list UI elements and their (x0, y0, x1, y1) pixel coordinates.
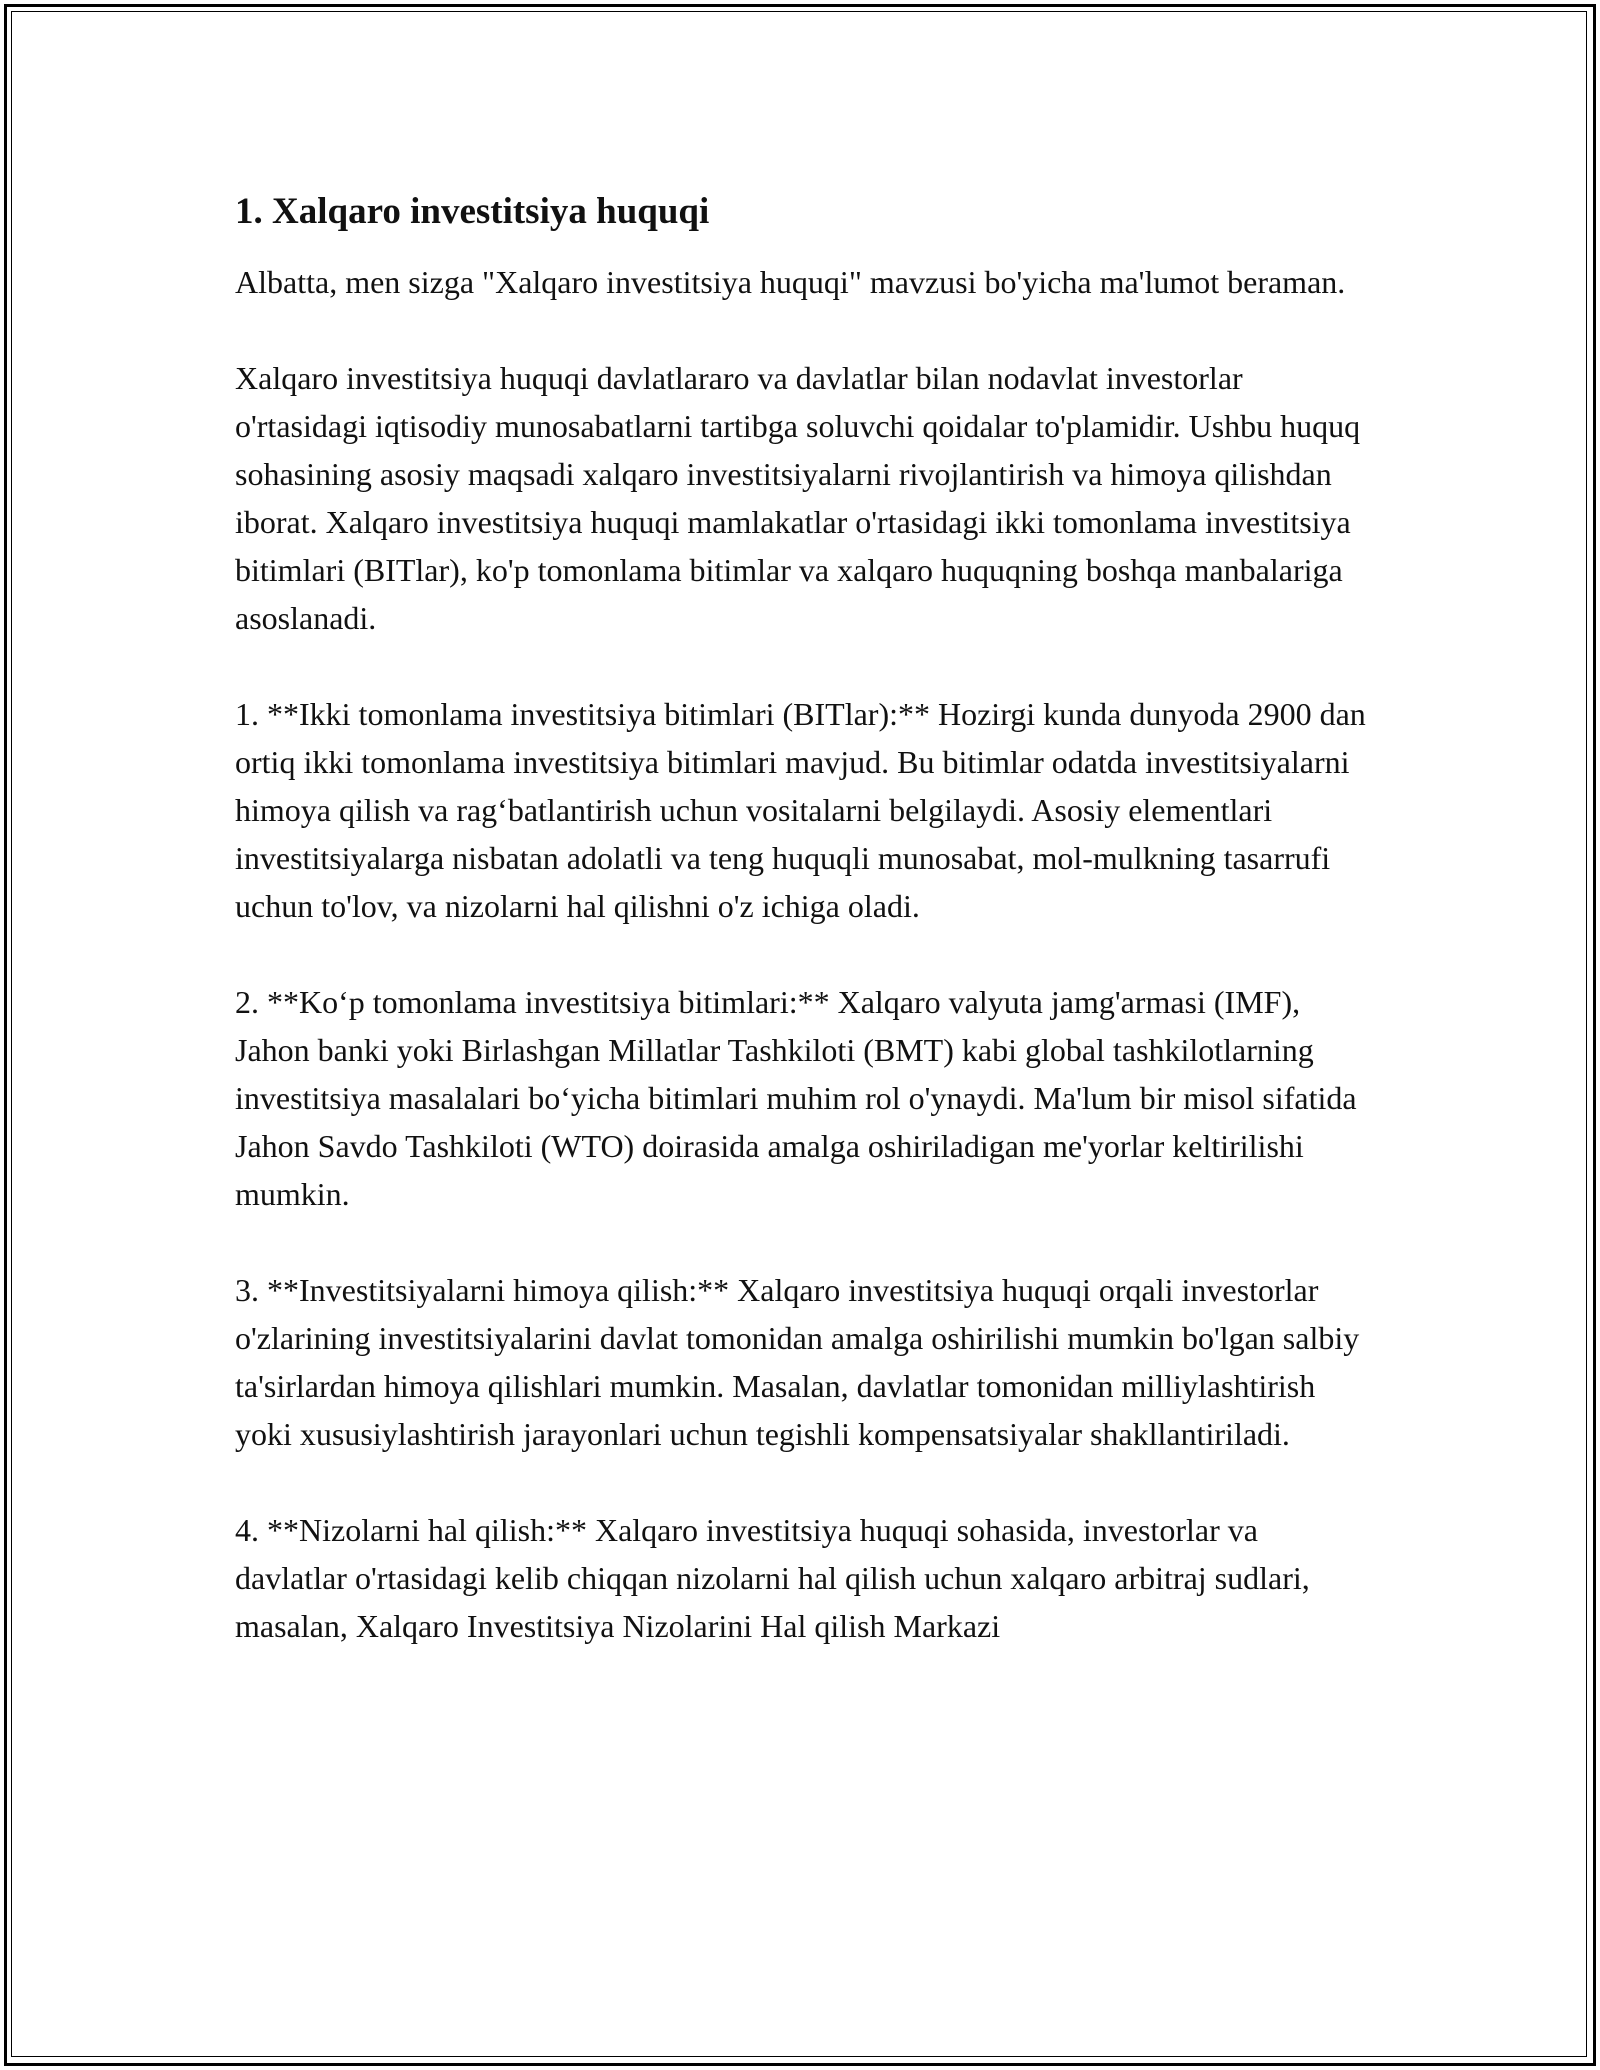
paragraph-item-1: 1. **Ikki tomonlama investitsiya bitimlari (BITlar):** Hozirgi kunda dunyoda 2900 dan ortiq ikki tomonlama investitsiya bitimlari mavjud. Bu bitimlar odatda investitsiyalarni himoya qilish va rag‘batlantirish uchun vositalarni belgilaydi. Asosiy elementlari investitsiyalarga nisbatan adolatli va teng huquqli munosabat, mol-mulkning tasarrufi uchun to'lov, va nizolarni hal qilishni o'z ichiga oladi. (235, 696, 1366, 924)
paragraph-intro: Albatta, men sizga "Xalqaro investitsiya huquqi" mavzusi bo'yicha ma'lumot beraman. (235, 264, 1346, 300)
paragraph-definition: Xalqaro investitsiya huquqi davlatlararo va davlatlar bilan nodavlat investorlar o'rtasidagi iqtisodiy munosabatlarni tartibga soluvchi qoidalar to'plamidir. Ushbu huquq sohasining asosiy maqsadi xalqaro investitsiyalarni rivojlantirish va himoya qilishdan iborat. Xalqaro investitsiya huquqi mamlakatlar o'rtasidagi ikki tomonlama investitsiya bitimlari (BITlar), ko'p tomonlama bitimlar va xalqaro huquqning boshqa manbalariga asoslanadi. (235, 360, 1361, 636)
document-title: 1. Xalqaro investitsiya huquqi (235, 191, 710, 232)
paragraph-item-2: 2. **Ko‘p tomonlama investitsiya bitimlari:** Xalqaro valyuta jamg'armasi (IMF), Jahon banki yoki Birlashgan Millatlar Tashkiloti (BMT) kabi global tashkilotlarning investitsiya masalalari bo‘yicha bitimlari muhim rol o'ynaydi. Ma'lum bir misol sifatida Jahon Savdo Tashkiloti (WTO) doirasida amalga oshiriladigan me'yorlar keltirilishi mumkin. (235, 984, 1357, 1212)
document-body (235, 188, 1370, 1698)
paragraph-item-4: 4. **Nizolarni hal qilish:** Xalqaro investitsiya huquqi sohasida, investorlar va davlatlar o'rtasidagi kelib chiqqan nizolarni hal qilish uchun xalqaro arbitraj sudlari, masalan, Xalqaro Investitsiya Nizolarini Hal qilish Markazi (235, 1512, 1310, 1644)
paragraph-item-3: 3. **Investitsiyalarni himoya qilish:** Xalqaro investitsiya huquqi orqali investorlar o'zlarining investitsiyalarini davlat tomonidan amalga oshirilishi mumkin bo'lgan salbiy ta'sirlardan himoya qilishlari mumkin. Masalan, davlatlar tomonidan milliylashtirish yoki xususiylashtirish jarayonlari uchun tegishli kompensatsiyalar shakllantiriladi. (235, 1272, 1360, 1452)
